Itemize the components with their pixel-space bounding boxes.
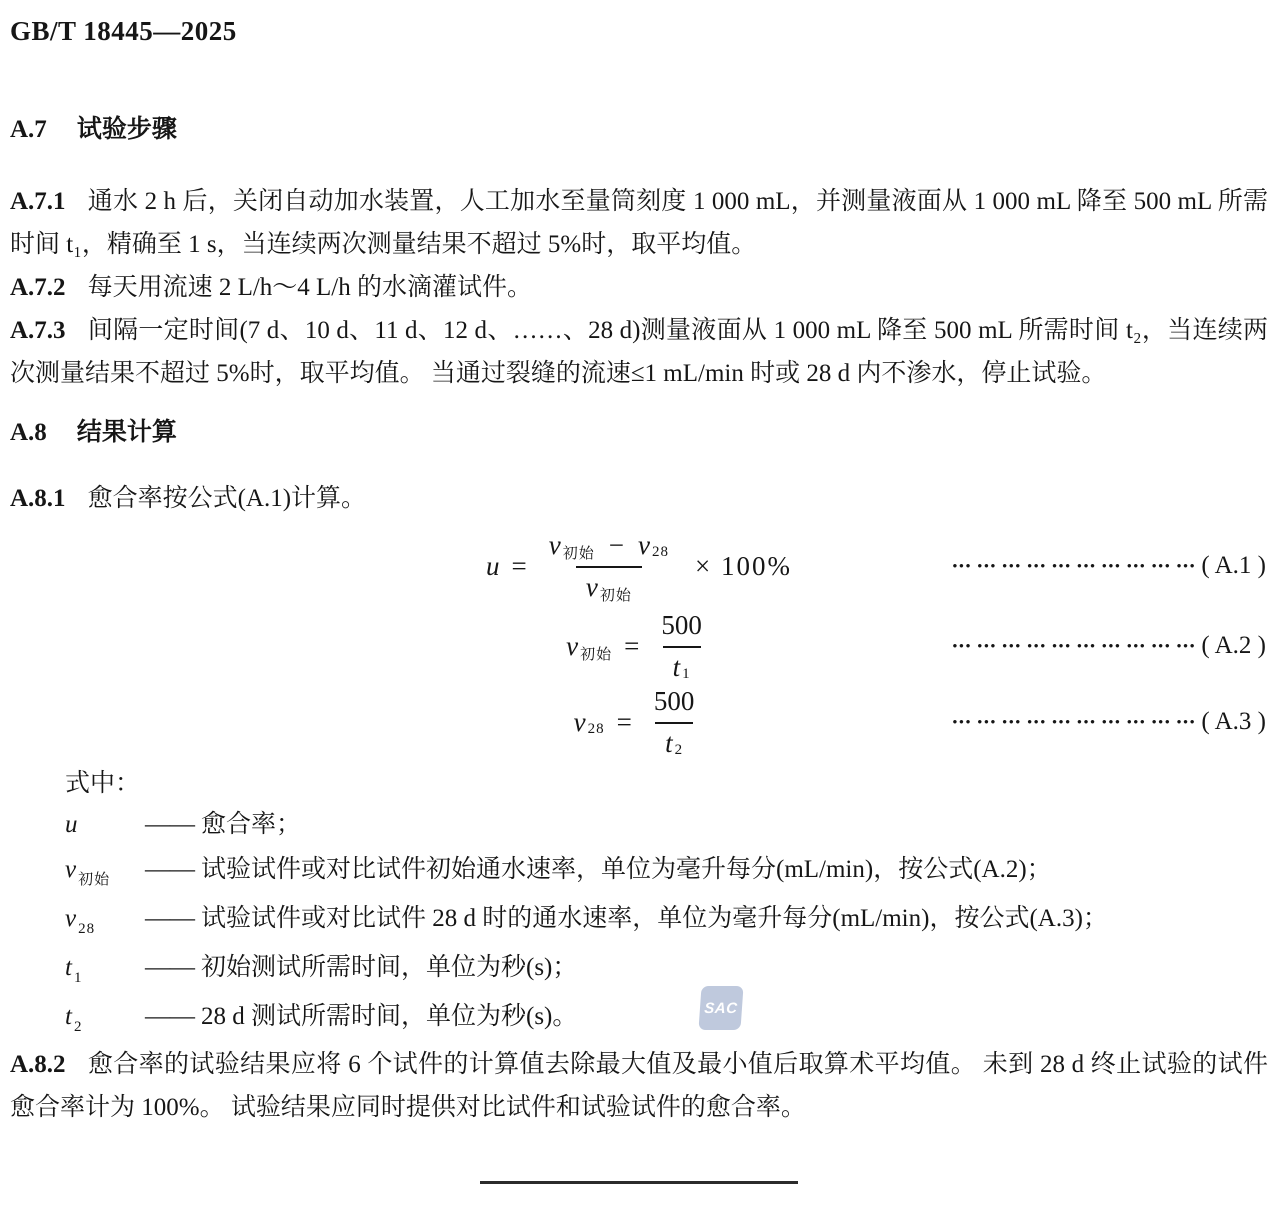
section-number: A.7: [10, 116, 47, 143]
formula-a2-ref: [953, 632, 1266, 660]
subscript-28: 28: [587, 720, 605, 737]
definition-v-28: [10, 896, 1268, 945]
formula-a1: [10, 524, 1268, 608]
symbol-subscript: 初始: [78, 872, 111, 888]
clause-text: 愈合率的试验结果应将 6 个试件的计算值去除最大值及最小值后取算术平均值。 未到 28 d 终止试验的试件愈合率计为 100%。 试验结果应同时提供对比试件和试验试件的愈合率。: [10, 1051, 1268, 1121]
symbol-term: [65, 802, 145, 847]
clause-a71: [10, 180, 1268, 266]
definition-u: [10, 802, 1268, 847]
var-v: v: [566, 630, 579, 661]
fraction: [644, 685, 705, 760]
definition-text: 初始测试所需时间，单位为秒(s)；: [201, 954, 578, 981]
symbol-term: [65, 896, 145, 945]
symbol-definitions: [10, 802, 1268, 1043]
var-t: t: [672, 651, 681, 682]
clause-label: A.8.2: [10, 1051, 66, 1078]
definition-dash: ——: [145, 856, 195, 883]
clause-a73: [10, 309, 1268, 395]
symbol-term: [65, 945, 145, 994]
denominator: [655, 722, 693, 760]
equals-sign: =: [511, 550, 527, 581]
definition-dash: ——: [145, 1003, 195, 1030]
section-number: A.8: [10, 419, 47, 446]
clause-a82: [10, 1043, 1268, 1129]
definition-dash: ——: [145, 905, 195, 932]
subscript-2: 2: [674, 741, 684, 758]
formula-a3-math: [574, 685, 705, 760]
fraction: [651, 609, 712, 684]
formula-a1-ref: [953, 552, 1266, 580]
var-t: t: [665, 727, 673, 758]
section-heading-a8: [10, 415, 1268, 450]
formula-number: ( A.1 ): [1201, 552, 1266, 579]
definition-dash: ——: [145, 811, 195, 838]
symbol-subscript: 1: [73, 970, 83, 986]
definition-text: 愈合率；: [201, 811, 302, 838]
var-v: v: [548, 529, 561, 560]
symbol-subscript: 2: [73, 1019, 83, 1035]
numerator: [539, 529, 679, 566]
numerator: 500: [653, 685, 695, 716]
procedure-paragraphs: [10, 180, 1268, 395]
fraction: [539, 529, 679, 604]
minus-sign: −: [608, 529, 624, 560]
clause-text: 愈合率按公式(A.1)计算。: [87, 485, 367, 512]
var-u: u: [486, 550, 500, 581]
clause-a72: [10, 266, 1268, 309]
clause-text: 间隔一定时间(7 d、10 d、11 d、12 d、……、28 d)测量液面从 1 000 mL 降至 500 mL 所需时间 t₂，当连续两次测量结果不超过 5%时，取平均值。 当通过裂缝的流速≤1 mL/min 时或 28 d 内不渗水，停止试验。: [10, 317, 1268, 387]
var-v: v: [65, 856, 77, 883]
clause-label: A.8.1: [10, 485, 66, 512]
formula-block: [10, 524, 1268, 760]
clause-label: A.7.1: [10, 188, 66, 215]
var-t: t: [65, 954, 72, 981]
definition-v-initial: [10, 847, 1268, 896]
standard-number: GB/T 18445—2025: [10, 16, 237, 46]
formula-a3-ref: [953, 708, 1266, 736]
formula-a2: [10, 608, 1268, 684]
formula-a2-math: [566, 609, 712, 684]
times-100-percent: × 100%: [694, 550, 792, 581]
sac-watermark-logo: SAC: [698, 986, 743, 1030]
clause-text: 通水 2 h 后，关闭自动加水装置，人工加水至量筒刻度 1 000 mL，并测量液面从 1 000 mL 降至 500 mL 所需时间 t₁，精确至 1 s，当连续两次测量结果不超过 5%时，取平均值。: [10, 188, 1268, 258]
clause-label: A.7.2: [10, 274, 66, 301]
end-of-text-divider: [480, 1181, 798, 1184]
var-v: v: [573, 706, 586, 737]
denominator: [576, 566, 642, 604]
var-v: v: [65, 905, 77, 932]
where-intro: 式中：: [65, 770, 141, 797]
subscript-1: 1: [682, 665, 691, 682]
subscript-chushi: 初始: [599, 587, 632, 604]
equals-sign: =: [616, 706, 632, 737]
definition-dash: ——: [145, 954, 195, 981]
formula-number: ( A.3 ): [1201, 708, 1266, 735]
var-v: v: [638, 529, 650, 560]
definition-t1: [10, 945, 1268, 994]
clause-a81: [10, 477, 1268, 520]
definition-text: 试验试件或对比试件 28 d 时的通水速率，单位为毫升每分(mL/min)，按公式(A.3)；: [201, 905, 1108, 932]
leader-dots: ••• ••• ••• ••• ••• ••• ••• ••• ••• •••: [952, 558, 1197, 573]
equals-sign: =: [624, 630, 640, 661]
symbol-term: [65, 994, 145, 1043]
var-t: t: [65, 1003, 72, 1030]
subscript-chushi: 初始: [562, 545, 595, 562]
clause-label: A.7.3: [10, 317, 66, 344]
leader-dots: ••• ••• ••• ••• ••• ••• ••• ••• ••• •••: [952, 638, 1197, 653]
symbol-term: [65, 847, 145, 896]
definition-text: 试验试件或对比试件初始通水速率，单位为毫升每分(mL/min)，按公式(A.2)；: [201, 856, 1052, 883]
var-u: u: [65, 811, 78, 838]
definition-text: 28 d 测试所需时间，单位为秒(s)。: [201, 1003, 578, 1030]
formula-number: ( A.2 ): [1201, 632, 1266, 659]
section-heading-a7: [10, 112, 1268, 147]
subscript-chushi: 初始: [580, 646, 613, 663]
symbol-subscript: 28: [78, 921, 96, 937]
var-v: v: [585, 571, 598, 602]
formula-a3: [10, 684, 1268, 760]
clause-text: 每天用流速 2 L/h～4 L/h 的水滴灌试件。: [87, 274, 532, 301]
denominator: [663, 646, 701, 684]
section-title: 试验步骤: [76, 115, 177, 143]
subscript-28: 28: [651, 543, 669, 560]
numerator: 500: [661, 609, 702, 640]
formula-a1-math: [486, 529, 792, 604]
definition-t2: [10, 994, 1268, 1043]
leader-dots: ••• ••• ••• ••• ••• ••• ••• ••• ••• •••: [952, 714, 1197, 729]
section-title: 结果计算: [76, 418, 177, 446]
